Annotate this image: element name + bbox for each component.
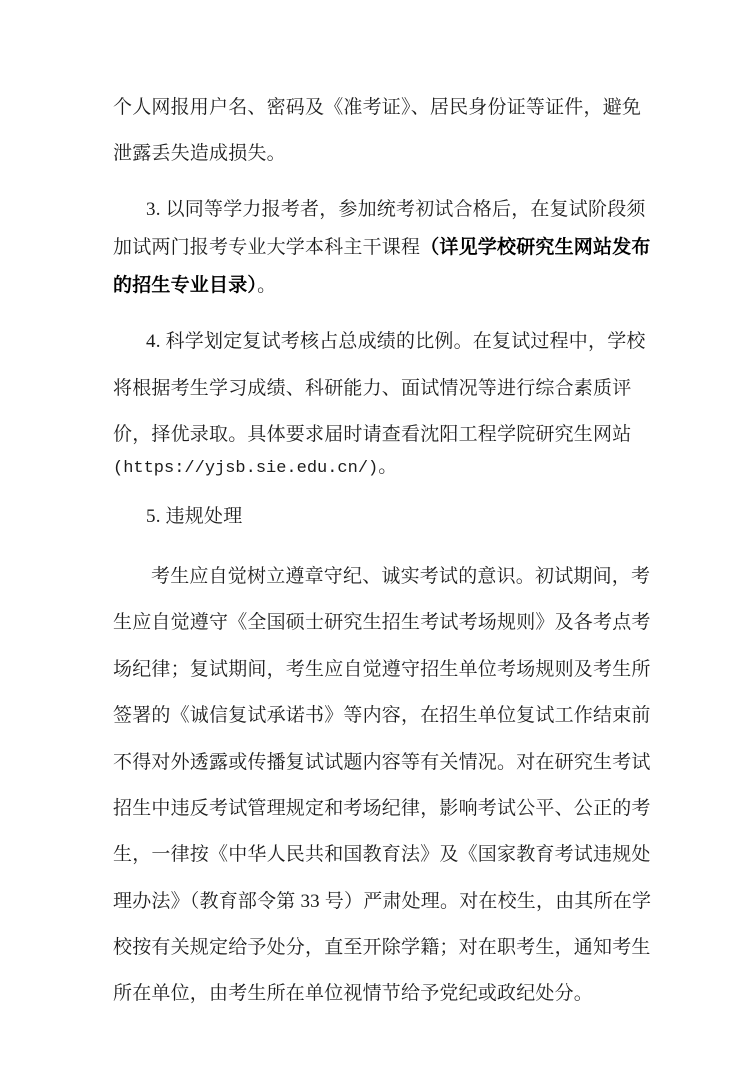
text-line — [151, 565, 650, 589]
text-line — [113, 751, 651, 775]
text-line — [113, 274, 276, 298]
text-line — [113, 142, 286, 166]
bold-text-segment: （详见学校研究生网站发布 — [420, 237, 651, 258]
text-segment: 4. 科学划定复试考核占总成绩的比例。在复试过程中，学校 — [146, 331, 646, 352]
text-line — [113, 704, 651, 728]
text-line — [146, 505, 242, 529]
text-line — [113, 890, 651, 914]
text-line — [113, 797, 651, 821]
url-text: (https://yjsb.sie.edu.cn/) — [113, 459, 379, 478]
text-segment: 个人网报用户名、密码及《准考证》、居民身份证等证件，避免 — [113, 97, 642, 118]
text-line — [113, 96, 641, 120]
text-line — [113, 455, 397, 481]
text-segment: 3. 以同等学力报考者，参加统考初试合格后，在复试阶段须 — [146, 199, 646, 220]
text-segment: 招生中违反考试管理规定和考场纪律，影响考试公平、公正的考 — [113, 798, 651, 819]
text-segment: 将根据考生学习成绩、科研能力、面试情况等进行综合素质评 — [113, 378, 632, 399]
text-line — [113, 936, 651, 960]
text-line — [113, 236, 651, 260]
text-segment: 校按有关规定给予处分，直至开除学籍；对在职考生，通知考生 — [113, 937, 651, 958]
text-segment: 。 — [257, 275, 277, 296]
text-line — [146, 330, 646, 354]
text-segment: 泄露丢失造成损失。 — [113, 143, 286, 164]
text-segment: 场纪律；复试期间，考生应自觉遵守招生单位考场规则及考生所 — [113, 659, 651, 680]
text-line — [146, 198, 646, 222]
text-segment: 生应自觉遵守《全国硕士研究生招生考试考场规则》及各考点考 — [113, 612, 651, 633]
text-line — [113, 843, 651, 867]
text-line — [113, 611, 651, 635]
text-segment: 签署的《诚信复试承诺书》等内容，在招生单位复试工作结束前 — [113, 705, 651, 726]
bold-text-segment: 的招生专业目录） — [113, 275, 258, 296]
text-segment: 加试两门报考专业大学本科主干课程 — [113, 237, 421, 258]
text-line — [113, 982, 593, 1006]
text-line — [113, 658, 651, 682]
text-segment: 5. 违规处理 — [146, 506, 243, 527]
text-segment: 考生应自觉树立遵章守纪、诚实考试的意识。初试期间，考 — [151, 566, 651, 587]
text-segment: 价，择优录取。具体要求届时请查看沈阳工程学院研究生网站 — [113, 424, 632, 445]
text-line — [113, 423, 631, 447]
text-segment: 生，一律按《中华人民共和国教育法》及《国家教育考试违规处 — [113, 844, 651, 865]
text-segment: 所在单位，由考生所在单位视情节给予党纪或政纪处分。 — [113, 983, 594, 1004]
text-segment: 。 — [378, 456, 398, 477]
text-segment: 理办法》（教育部令第 33 号）严肃处理。对在校生，由其所在学 — [113, 891, 652, 912]
text-line — [113, 377, 631, 401]
text-segment: 不得对外透露或传播复试试题内容等有关情况。对在研究生考试 — [113, 752, 651, 773]
